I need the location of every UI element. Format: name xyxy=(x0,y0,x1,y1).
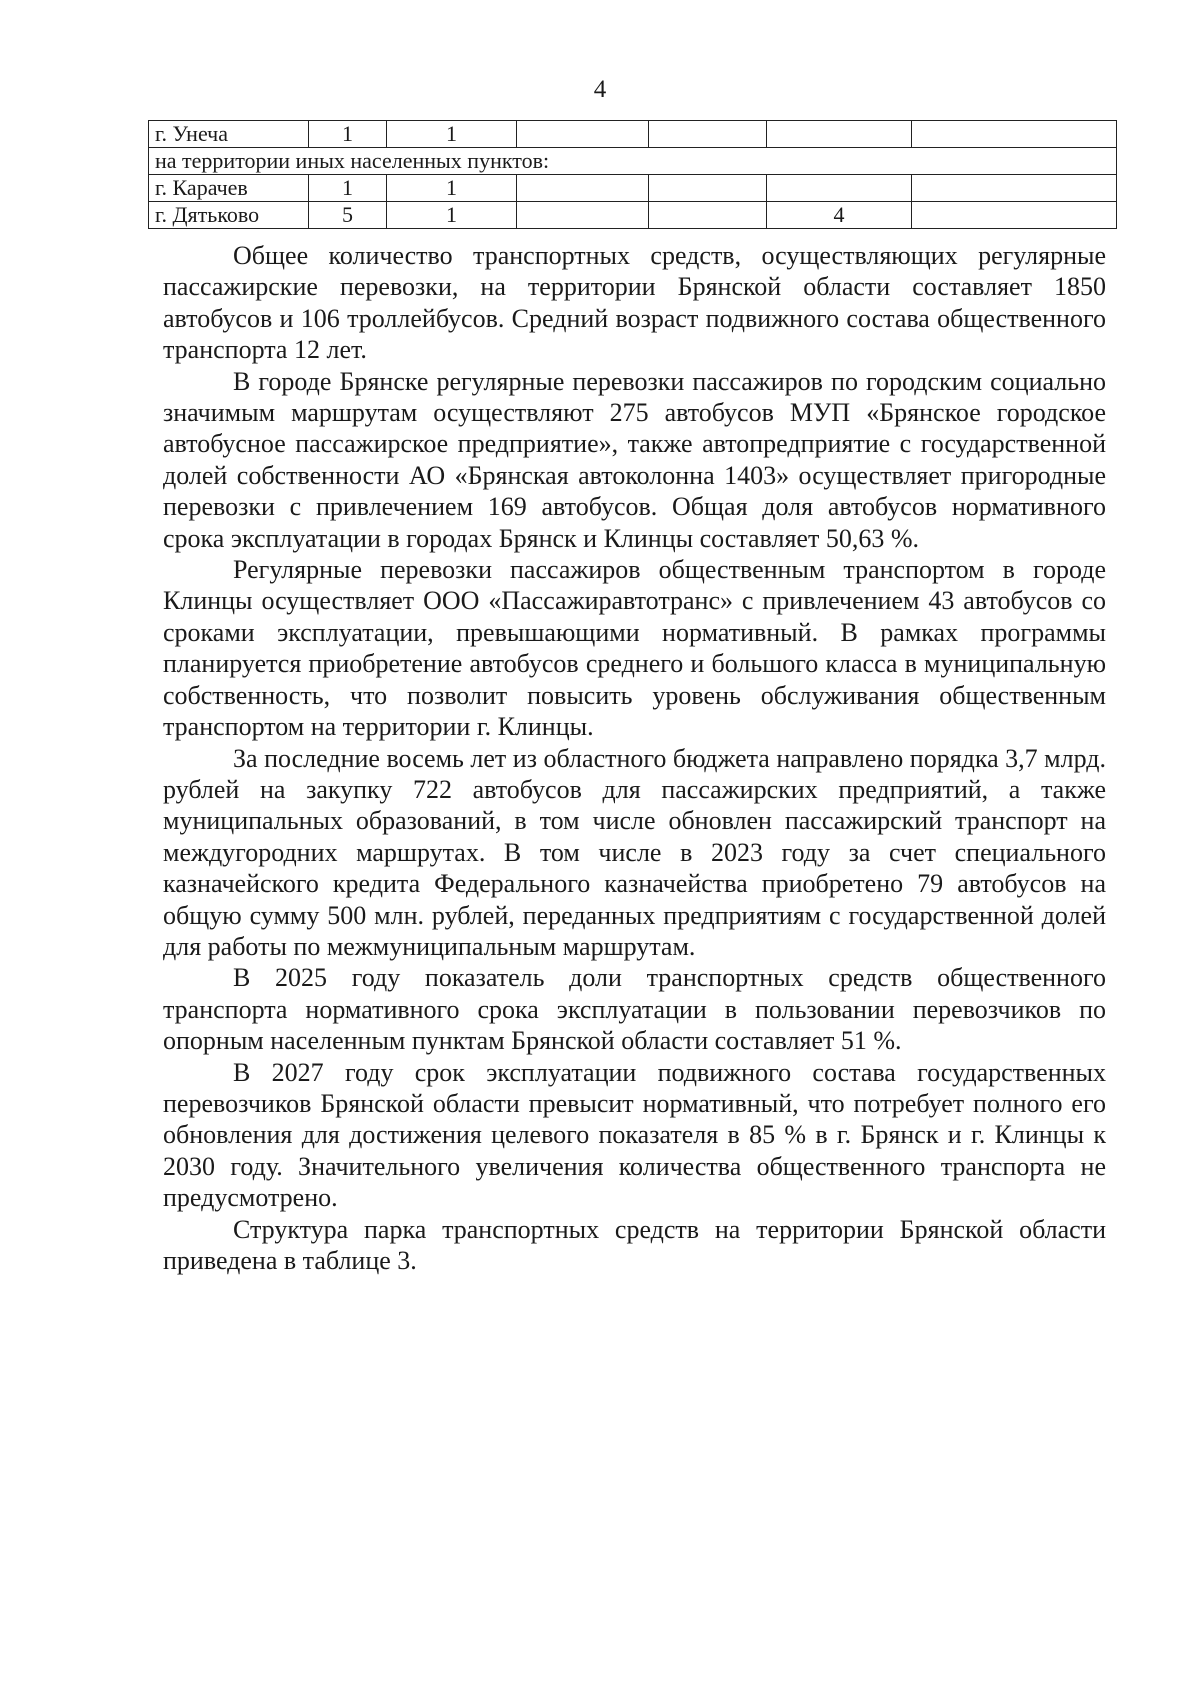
paragraph: Общее количество транспортных средств, осуществляющих регулярные пассажирские перевозки, на территории Брянской области составляет 1850 автобусов и 106 троллейбусов. Средний возраст подвижного состава общественного транспорта 12 лет. xyxy=(163,241,1106,365)
table-cell-locality: г. Карачев xyxy=(149,175,309,202)
table-cell-value xyxy=(767,175,912,202)
table-cell-value xyxy=(649,202,767,229)
table-row xyxy=(149,202,1117,229)
table-cell-value xyxy=(912,202,1117,229)
table-cell-value xyxy=(517,175,649,202)
table-cell-value: 1 xyxy=(387,175,517,202)
table-cell-value xyxy=(649,121,767,148)
table-cell-locality: г. Дятьково xyxy=(149,202,309,229)
paragraph: В 2027 году срок эксплуатации подвижного состава государственных перевозчиков Брянской области превысит нормативный, что потребует полного его обновления для достижения целевого показателя в 85 % в г. Брянск и г. Клинцы к 2030 году. Значительного увеличения количества общественного транспорта не предусмотрено. xyxy=(163,1057,1106,1213)
table-cell-value xyxy=(517,121,649,148)
table-cell-value xyxy=(912,175,1117,202)
table-section-label: на территории иных населенных пунктов: xyxy=(149,148,1117,175)
body-text xyxy=(163,240,1106,1276)
table-cell-value: 1 xyxy=(309,175,387,202)
paragraph: Регулярные перевозки пассажиров общественным транспортом в городе Клинцы осуществляет ООО «Пассажиравтотранс» с привлечением 43 автобусов со сроками эксплуатации, превышающими нормативный. В рамках программы планируется приобретение автобусов среднего и большого класса в муниципальную собственность, что позволит повысить уровень обслуживания общественным транспортом на территории г. Клинцы. xyxy=(163,555,1106,742)
table-cell-value xyxy=(912,121,1117,148)
table-cell-value xyxy=(517,202,649,229)
table-cell-value: 4 xyxy=(767,202,912,229)
table-cell-value: 1 xyxy=(387,202,517,229)
page-number: 4 xyxy=(593,76,607,103)
table-cell-value: 1 xyxy=(309,121,387,148)
table-row xyxy=(149,121,1117,148)
table-cell-locality: г. Унеча xyxy=(149,121,309,148)
table-cell-value: 1 xyxy=(387,121,517,148)
transport-table xyxy=(148,120,1117,229)
paragraph: В 2025 году показатель доли транспортных средств общественного транспорта нормативного срока эксплуатации в пользовании перевозчиков по опорным населенным пунктам Брянской области составляет 51 %. xyxy=(163,963,1106,1056)
table-cell-value xyxy=(649,175,767,202)
paragraph: Структура парка транспортных средств на территории Брянской области приведена в таблице 3. xyxy=(163,1214,1106,1275)
table-section-row xyxy=(149,148,1117,175)
table-cell-value xyxy=(767,121,912,148)
table-row xyxy=(149,175,1117,202)
paragraph: В городе Брянске регулярные перевозки пассажиров по городским социально значимым маршрутам осуществляют 275 автобусов МУП «Брянское городское автобусное пассажирское предприятие», также автопредприятие с государственной долей собственности АО «Брянская автоколонна 1403» осуществляет пригородные перевозки с привлечением 169 автобусов. Общая доля автобусов нормативного срока эксплуатации в городах Брянск и Клинцы составляет 50,63 %. xyxy=(163,366,1106,553)
table-cell-value: 5 xyxy=(309,202,387,229)
paragraph: За последние восемь лет из областного бюджета направлено порядка 3,7 млрд. рублей на закупку 722 автобусов для пассажирских предприятий, а также муниципальных образований, в том числе обновлен пассажирский транспорт на междугородних маршрутах. В том числе в 2023 году за счет специального казначейского кредита Федерального казначейства приобретено 79 автобусов на общую сумму 500 млн. рублей, переданных предприятиям с государственной долей для работы по межмуниципальным маршрутам. xyxy=(163,743,1106,961)
